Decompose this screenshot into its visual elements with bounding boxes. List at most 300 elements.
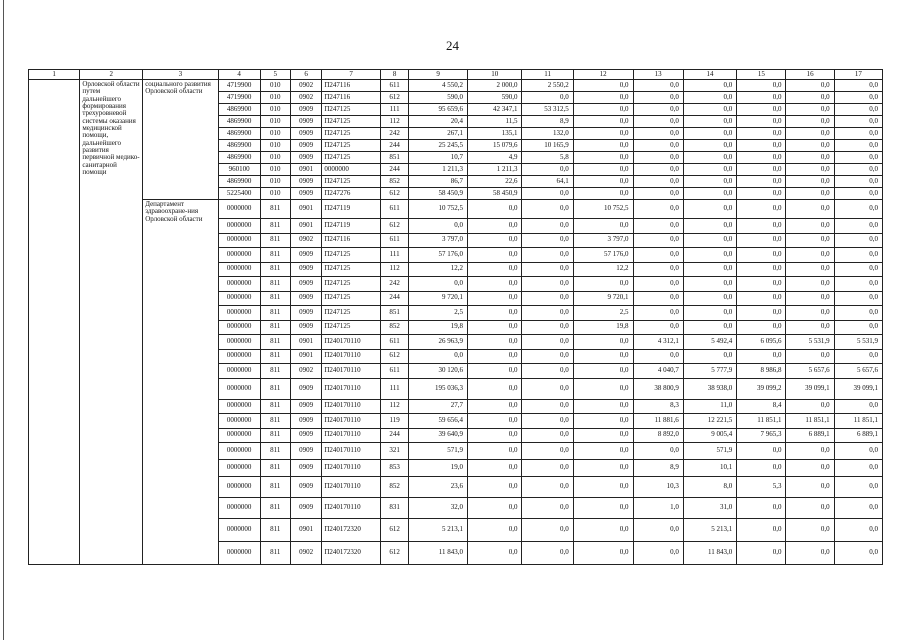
table-cell: 811 (260, 399, 290, 414)
table-cell: 11 881,6 (633, 414, 683, 429)
table-cell: 0,0 (737, 164, 786, 176)
table-cell: П240172320 (322, 519, 381, 542)
table-cell: 5225400 (218, 188, 260, 200)
table-cell: 6 095,6 (737, 335, 786, 350)
table-cell: 1,0 (633, 498, 683, 519)
table-cell: 0,0 (737, 200, 786, 219)
table-cell: 0,0 (737, 116, 786, 128)
table-cell: 0,0 (633, 104, 683, 116)
table-cell: 119 (381, 414, 409, 429)
table-cell: 0,0 (737, 443, 786, 460)
table-cell: 3 797,0 (409, 233, 468, 248)
table-cell: 5 657,6 (834, 364, 882, 379)
table-cell: П247125 (322, 306, 381, 321)
table-cell: 811 (260, 364, 290, 379)
table-cell: 0,0 (467, 378, 521, 399)
table-cell: 244 (381, 428, 409, 443)
table-cell: 852 (381, 477, 409, 498)
table-cell: 86,7 (409, 176, 468, 188)
table-cell: 0,0 (633, 306, 683, 321)
table-cell: 0,0 (786, 477, 834, 498)
table-cell: 611 (381, 335, 409, 350)
table-cell: 195 036,3 (409, 378, 468, 399)
table-cell: 0,0 (467, 414, 521, 429)
table-cell: 0,0 (737, 306, 786, 321)
table-cell: 59 656,4 (409, 414, 468, 429)
table-cell: 010 (260, 104, 290, 116)
table-cell: 0909 (290, 176, 321, 188)
table-cell: 39 640,9 (409, 428, 468, 443)
table-cell: 0,0 (737, 80, 786, 92)
table-cell: 0,0 (737, 188, 786, 200)
table-cell: П240170110 (322, 460, 381, 477)
table-cell: 4869900 (218, 152, 260, 164)
table-cell: 2,5 (409, 306, 468, 321)
table-cell: 0,0 (834, 498, 882, 519)
table-cell: 11,0 (683, 399, 736, 414)
table-cell: 0909 (290, 248, 321, 263)
table-cell: 0,0 (573, 277, 633, 292)
table-cell: 811 (260, 248, 290, 263)
table-cell: П240170110 (322, 428, 381, 443)
table-cell: 010 (260, 188, 290, 200)
table-cell: 2 550,2 (522, 80, 573, 92)
table-cell: 0000000 (218, 477, 260, 498)
table-cell: 0000000 (218, 219, 260, 234)
table-cell: 64,1 (522, 176, 573, 188)
table-cell: 0,0 (834, 128, 882, 140)
table-cell: 0000000 (218, 399, 260, 414)
table-cell: 0,0 (573, 92, 633, 104)
table-cell: 0,0 (786, 128, 834, 140)
table-cell: 0909 (290, 477, 321, 498)
table-cell: 10 165,9 (522, 140, 573, 152)
table-cell: 811 (260, 519, 290, 542)
table-cell: 811 (260, 443, 290, 460)
table-cell: 0,0 (786, 200, 834, 219)
table-cell: 0902 (290, 80, 321, 92)
table-cell: П240170110 (322, 349, 381, 364)
table-cell: 0909 (290, 140, 321, 152)
table-cell: 0,0 (786, 349, 834, 364)
table-cell: 0,0 (633, 542, 683, 565)
table-cell: 590,0 (409, 92, 468, 104)
table-cell: П247125 (322, 152, 381, 164)
table-cell: П247125 (322, 128, 381, 140)
table-cell: 0,0 (683, 140, 736, 152)
table-cell: 0,0 (522, 399, 573, 414)
table-cell: 4869900 (218, 116, 260, 128)
table-cell: 811 (260, 233, 290, 248)
table-cell: 0909 (290, 399, 321, 414)
table-cell: 853 (381, 460, 409, 477)
table-cell: 0,0 (834, 219, 882, 234)
table-cell: П247125 (322, 176, 381, 188)
column-number-cell: 11 (522, 70, 573, 80)
table-cell: 4719900 (218, 92, 260, 104)
table-cell: 11 851,1 (834, 414, 882, 429)
table-cell: П247125 (322, 320, 381, 335)
table-cell: 612 (381, 92, 409, 104)
table-cell: 112 (381, 262, 409, 277)
table-cell: 0902 (290, 542, 321, 565)
column-number-cell: 16 (786, 70, 834, 80)
table-cell: 0,0 (683, 92, 736, 104)
table-cell: 38 800,9 (633, 378, 683, 399)
table-cell: 811 (260, 200, 290, 219)
table-cell: 0000000 (218, 519, 260, 542)
table-cell: 0,0 (573, 519, 633, 542)
table-cell: 0000000 (218, 443, 260, 460)
table-cell: 0000000 (218, 200, 260, 219)
table-cell: 0909 (290, 414, 321, 429)
table-cell: 0,0 (522, 291, 573, 306)
table-cell: 811 (260, 498, 290, 519)
table-cell: 242 (381, 128, 409, 140)
table-cell: 0,0 (834, 140, 882, 152)
table-cell: 0,0 (786, 92, 834, 104)
table-cell: 852 (381, 320, 409, 335)
table-cell: 0,0 (737, 248, 786, 263)
table-cell: 0,0 (573, 414, 633, 429)
table-cell: 0,0 (737, 349, 786, 364)
table-cell: 5 492,4 (683, 335, 736, 350)
table-cell: 010 (260, 92, 290, 104)
table-cell: 0,0 (522, 320, 573, 335)
table-cell: 5 531,9 (786, 335, 834, 350)
table-cell: 612 (381, 219, 409, 234)
table-cell: 0,0 (786, 248, 834, 263)
table-cell: 0,0 (633, 188, 683, 200)
table-cell: 8,4 (737, 399, 786, 414)
table-cell: 0,0 (834, 519, 882, 542)
table-cell: 0,0 (573, 140, 633, 152)
table-cell: 0,0 (834, 477, 882, 498)
table-cell: 0,0 (786, 498, 834, 519)
column-number-cell: 12 (573, 70, 633, 80)
table-cell: 5,8 (522, 152, 573, 164)
table-cell: 0,0 (683, 164, 736, 176)
table-cell: 0,0 (786, 188, 834, 200)
table-cell: 0,0 (522, 335, 573, 350)
table-cell: 57 176,0 (409, 248, 468, 263)
table-cell: 571,9 (409, 443, 468, 460)
table-cell: 5 213,1 (409, 519, 468, 542)
table-cell: 0,0 (834, 399, 882, 414)
table-cell: 811 (260, 542, 290, 565)
table-cell: 0,0 (834, 262, 882, 277)
table-cell: 811 (260, 349, 290, 364)
table-cell: 0000000 (218, 364, 260, 379)
table-cell: 2,5 (573, 306, 633, 321)
table-cell: 8 986,8 (737, 364, 786, 379)
table-cell: 0909 (290, 104, 321, 116)
table-cell: П247116 (322, 233, 381, 248)
table-cell: 0,0 (633, 277, 683, 292)
table-cell: 0,0 (467, 262, 521, 277)
table-cell: 0,0 (633, 140, 683, 152)
table-cell: 811 (260, 306, 290, 321)
table-cell: 0,0 (522, 262, 573, 277)
table-cell: П240170110 (322, 378, 381, 399)
table-cell: 0,0 (467, 399, 521, 414)
table-cell: 0,0 (467, 542, 521, 565)
table-cell: 0,0 (683, 200, 736, 219)
table-cell: 321 (381, 443, 409, 460)
table-cell: 0909 (290, 116, 321, 128)
table-cell: 0,0 (834, 443, 882, 460)
table-cell: 0,0 (737, 519, 786, 542)
table-cell: 0,0 (786, 233, 834, 248)
table-cell: 0,0 (409, 277, 468, 292)
table-cell: 0,0 (786, 176, 834, 188)
table-cell: 4719900 (218, 80, 260, 92)
table-cell: 0,0 (573, 364, 633, 379)
table-cell: 0,0 (522, 477, 573, 498)
table-cell: 0,0 (834, 460, 882, 477)
table-cell: 11 851,1 (786, 414, 834, 429)
table-cell: 0901 (290, 200, 321, 219)
table-cell: 0,0 (786, 164, 834, 176)
table-cell: 11 843,0 (409, 542, 468, 565)
table-cell: 38 938,0 (683, 378, 736, 399)
table-cell: 0,0 (522, 188, 573, 200)
table-cell: 0,0 (522, 364, 573, 379)
table-cell: П240172320 (322, 542, 381, 565)
column-number-cell: 10 (467, 70, 521, 80)
table-cell: 0,0 (683, 176, 736, 188)
table-cell: 0,0 (573, 399, 633, 414)
table-cell: 0,0 (683, 306, 736, 321)
table-cell: 0,0 (683, 116, 736, 128)
table-cell: 0,0 (522, 414, 573, 429)
table-cell: 0,0 (467, 460, 521, 477)
table-cell: 0,0 (737, 104, 786, 116)
table-cell: 8,9 (633, 460, 683, 477)
table-cell: 0,0 (683, 152, 736, 164)
table-cell: 9 720,1 (409, 291, 468, 306)
table-cell: 0,0 (834, 200, 882, 219)
table-cell: 0,0 (467, 477, 521, 498)
table-cell: 10,7 (409, 152, 468, 164)
table-cell: 0,0 (737, 176, 786, 188)
table-cell: 0,0 (573, 542, 633, 565)
column-number-cell: 7 (322, 70, 381, 80)
table-cell: 831 (381, 498, 409, 519)
table-cell: П247116 (322, 92, 381, 104)
table-cell: 12 221,5 (683, 414, 736, 429)
table-cell: 0909 (290, 378, 321, 399)
column-number-cell: 15 (737, 70, 786, 80)
table-cell: 0,0 (573, 164, 633, 176)
table-cell: 0,0 (737, 152, 786, 164)
table-cell: 0,0 (409, 349, 468, 364)
table-cell: 4869900 (218, 128, 260, 140)
table-cell: 811 (260, 291, 290, 306)
table-cell: 0,0 (467, 219, 521, 234)
table-cell: 0,0 (786, 116, 834, 128)
table-cell: 0,0 (522, 248, 573, 263)
table-cell: 0,0 (834, 542, 882, 565)
table-cell: 611 (381, 80, 409, 92)
table-cell: П240170110 (322, 498, 381, 519)
table-cell: 0000000 (218, 542, 260, 565)
table-cell: 10 752,5 (573, 200, 633, 219)
table-cell: П247125 (322, 248, 381, 263)
column-number-cell: 9 (409, 70, 468, 80)
table-cell: 0,0 (522, 306, 573, 321)
table-cell: 0,0 (522, 443, 573, 460)
executor-cell: социального развития Орловской области (143, 80, 218, 200)
table-cell: 0,0 (633, 116, 683, 128)
table-cell: 0,0 (737, 320, 786, 335)
table-cell: 0,0 (834, 164, 882, 176)
table-cell: 0,0 (573, 128, 633, 140)
column-number-cell: 14 (683, 70, 736, 80)
table-cell: 0,0 (834, 176, 882, 188)
table-cell: 0000000 (218, 378, 260, 399)
table-cell: 12,2 (573, 262, 633, 277)
table-cell: 0,0 (467, 364, 521, 379)
table-cell: 0,0 (573, 188, 633, 200)
table-cell: 811 (260, 277, 290, 292)
table-cell: 0,0 (573, 349, 633, 364)
table-cell: 15 079,6 (467, 140, 521, 152)
table-cell: 0,0 (633, 92, 683, 104)
table-cell: 25 245,5 (409, 140, 468, 152)
table-cell: 19,0 (409, 460, 468, 477)
table-cell: 0909 (290, 128, 321, 140)
table-cell: 0,0 (683, 349, 736, 364)
table-cell: 22,6 (467, 176, 521, 188)
column-number-cell: 8 (381, 70, 409, 80)
table-cell: 111 (381, 104, 409, 116)
table-cell: 0000000 (218, 335, 260, 350)
table-cell: 0,0 (786, 277, 834, 292)
table-cell: 0909 (290, 277, 321, 292)
table-cell: 0909 (290, 152, 321, 164)
table-cell: П240170110 (322, 414, 381, 429)
table-cell: 0,0 (522, 378, 573, 399)
table-cell: 0,0 (573, 477, 633, 498)
table-cell: 4 040,7 (633, 364, 683, 379)
table-cell: 811 (260, 460, 290, 477)
table-cell: 0,0 (467, 349, 521, 364)
table-cell: 5 213,1 (683, 519, 736, 542)
table-cell: 0902 (290, 364, 321, 379)
budget-table (28, 69, 883, 565)
table-cell: 0,0 (467, 200, 521, 219)
table-cell: 0,0 (522, 92, 573, 104)
table-cell: 0000000 (218, 277, 260, 292)
table-cell: 11 843,0 (683, 542, 736, 565)
table-cell: 811 (260, 262, 290, 277)
table-cell: 612 (381, 349, 409, 364)
table-cell: 0,0 (786, 306, 834, 321)
table-cell: 0,0 (834, 80, 882, 92)
table-cell: 0,0 (737, 233, 786, 248)
table-cell: 4869900 (218, 176, 260, 188)
table-cell: 244 (381, 164, 409, 176)
table-cell: 0000000 (218, 306, 260, 321)
table-cell: 0,0 (737, 542, 786, 565)
table-cell: 10,3 (633, 477, 683, 498)
table-cell: 0,0 (683, 291, 736, 306)
column-number-cell: 1 (29, 70, 80, 80)
table-cell: 0,0 (573, 219, 633, 234)
table-cell: 811 (260, 378, 290, 399)
table-cell: 0,0 (573, 176, 633, 188)
table-cell: 0,0 (834, 277, 882, 292)
table-cell: П240170110 (322, 477, 381, 498)
table-cell: 0909 (290, 291, 321, 306)
table-cell: 39 099,2 (737, 378, 786, 399)
table-cell: 811 (260, 428, 290, 443)
table-cell: 0,0 (786, 104, 834, 116)
table-cell: 0,0 (522, 428, 573, 443)
table-cell: 0,0 (834, 152, 882, 164)
table-cell: 0,0 (467, 277, 521, 292)
table-cell: 39 099,1 (834, 378, 882, 399)
table-cell: 135,1 (467, 128, 521, 140)
table-cell: 8 892,0 (633, 428, 683, 443)
table-cell: 0,0 (573, 335, 633, 350)
table-cell: 20,4 (409, 116, 468, 128)
table-cell: П247125 (322, 291, 381, 306)
table-cell: 19,8 (573, 320, 633, 335)
column-number-cell: 2 (80, 70, 143, 80)
table-cell: 0,0 (683, 128, 736, 140)
table-cell: 0,0 (522, 460, 573, 477)
table-cell: 27,7 (409, 399, 468, 414)
table-cell: 010 (260, 140, 290, 152)
table-cell: 0,0 (834, 233, 882, 248)
column-number-header-row (29, 70, 883, 80)
table-cell: 0,0 (522, 233, 573, 248)
table-cell: 852 (381, 176, 409, 188)
table-cell: 0,0 (633, 233, 683, 248)
table-cell: 10,1 (683, 460, 736, 477)
table-cell: 9 005,4 (683, 428, 736, 443)
table-cell: 3 797,0 (573, 233, 633, 248)
table-cell: 0,0 (573, 378, 633, 399)
table-cell: 242 (381, 277, 409, 292)
table-cell: 612 (381, 188, 409, 200)
table-cell: 0,0 (467, 498, 521, 519)
table-cell: 0,0 (522, 164, 573, 176)
table-cell: 811 (260, 219, 290, 234)
table-cell: 0,0 (409, 219, 468, 234)
table-cell: 010 (260, 164, 290, 176)
table-cell: 0909 (290, 498, 321, 519)
table-cell: 112 (381, 399, 409, 414)
table-cell: 0,0 (834, 349, 882, 364)
table-cell: 0,0 (522, 219, 573, 234)
table-cell: 612 (381, 519, 409, 542)
table-cell: 6 889,1 (834, 428, 882, 443)
table-cell: 010 (260, 116, 290, 128)
table-cell: 0,0 (737, 140, 786, 152)
table-cell: 612 (381, 542, 409, 565)
column-number-cell: 17 (834, 70, 882, 80)
table-cell: 0,0 (573, 428, 633, 443)
table-cell: 0,0 (834, 248, 882, 263)
table-cell: 0901 (290, 219, 321, 234)
table-cell: 0,0 (633, 262, 683, 277)
table-cell: 0,0 (786, 519, 834, 542)
table-cell: 4869900 (218, 140, 260, 152)
table-cell: 0,0 (737, 498, 786, 519)
